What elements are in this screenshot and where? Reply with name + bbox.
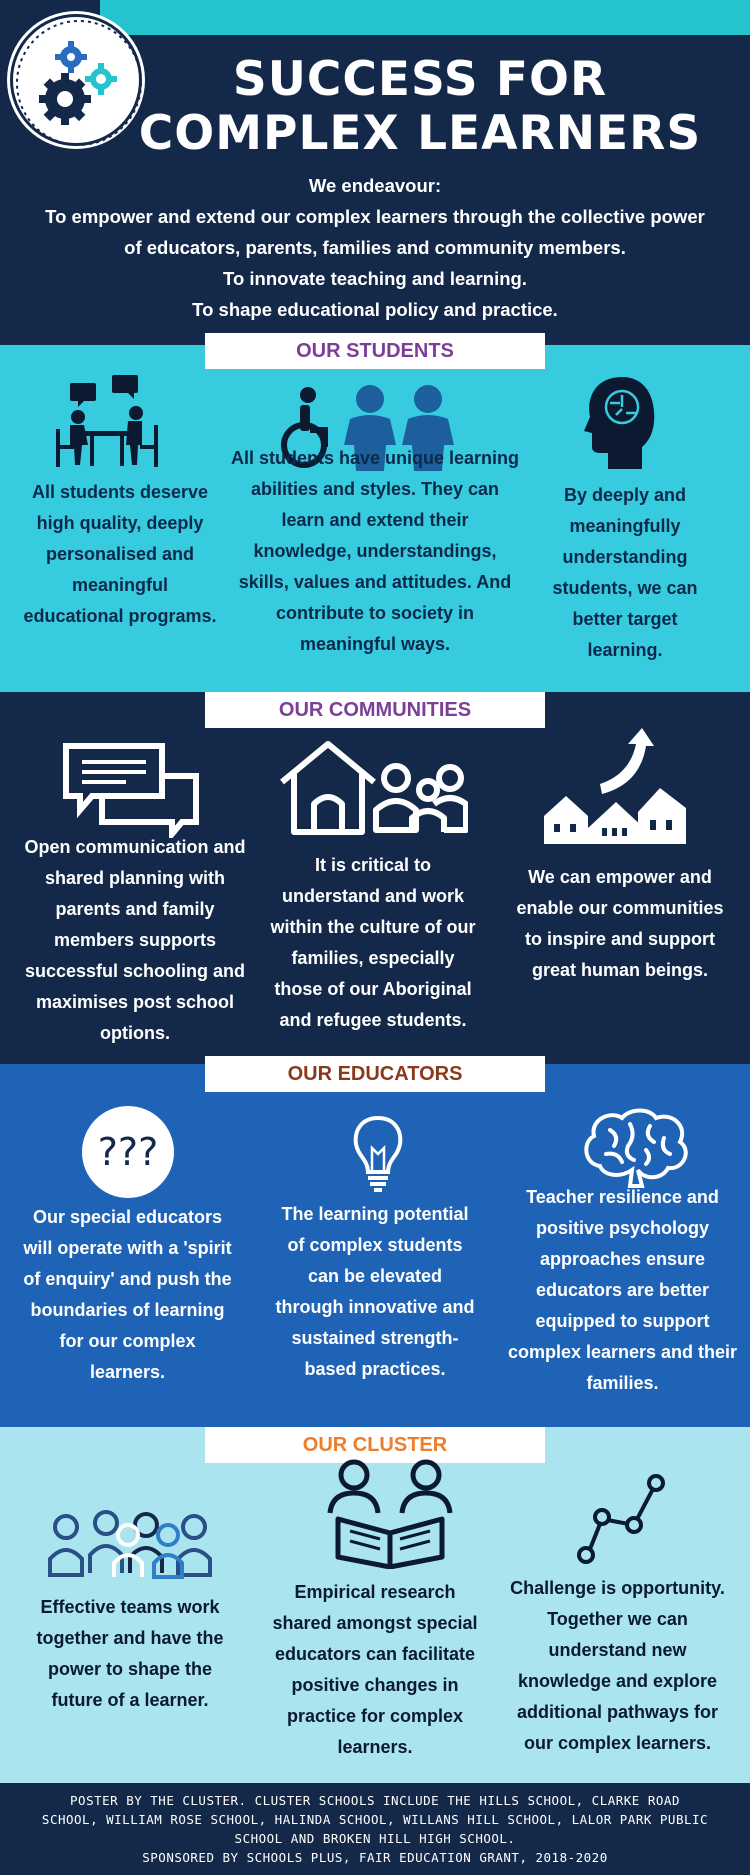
educators-col-2-text: The learning potential of complex students can be elevated through innovative and sustained strength-based practices.	[275, 1204, 475, 1379]
students-col-3-text: By deeply and meaningfully understanding students, we can better target learning.	[552, 485, 698, 660]
communities-section	[0, 692, 750, 1064]
research-book-icon	[322, 1457, 458, 1569]
students-col-1-text: All students deserve high quality, deeply personalised and meaningful educational programs.	[23, 482, 217, 626]
brain-head-icon	[582, 373, 662, 473]
students-col-2-text: All students have unique learning abilities and styles. They can learn and extend their knowledge, understandings, skills, values and attitudes. And contribute to society in meaningful ways.	[230, 448, 520, 654]
students-section	[0, 340, 750, 692]
page-title	[110, 53, 730, 161]
educators-heading: OUR EDUCATORS	[205, 1056, 545, 1092]
communities-heading: OUR COMMUNITIES	[205, 692, 545, 728]
gears-logo	[10, 14, 142, 146]
communities-col-2-text: It is critical to understand and work within the culture of our families, especially those of our Aboriginal and refugee students.	[270, 855, 476, 1030]
educators-col-1-text: Our special educators will operate with a 'spirit of enquiry' and push the boundaries of learning for our complex learners.	[23, 1207, 232, 1382]
intro-lead: We endeavour:	[308, 175, 442, 196]
question-marks-icon: ???	[82, 1106, 174, 1198]
intro-line-4: To shape educational policy and practice.	[192, 299, 558, 320]
intro-line-3: To innovate teaching and learning.	[223, 268, 527, 289]
footer-line-2: SCHOOL, WILLIAM ROSE SCHOOL, HALINDA SCHOOL, WILLANS HILL SCHOOL, LALOR PARK PUBLIC	[41, 1812, 709, 1827]
communities-col-3-text: We can empower and enable our communities to inspire and support great human beings.	[516, 867, 724, 980]
lightbulb-icon	[350, 1114, 406, 1194]
cluster-col-1-text: Effective teams work together and have the power to shape the future of a learner.	[36, 1597, 224, 1710]
meeting-table-icon	[48, 373, 168, 473]
footer-line-4: SPONSORED BY SCHOOLS PLUS, FAIR EDUCATION GRANT, 2018-2020	[142, 1850, 608, 1865]
intro-statement	[20, 170, 730, 325]
cluster-col-3-text: Challenge is opportunity. Together we can understand new knowledge and explore additional pathways for our complex learners.	[510, 1578, 725, 1753]
cluster-col-2-text: Empirical research shared amongst special educators can facilitate positive changes in practice for complex learners.	[272, 1582, 478, 1757]
speech-bubbles-icon	[62, 742, 202, 838]
educators-col-3-text: Teacher resilience and positive psychology approaches ensure educators are better equipped to support complex learners and their families.	[507, 1187, 738, 1393]
students-heading: OUR STUDENTS	[205, 333, 545, 369]
educators-section	[0, 1064, 750, 1427]
growing-town-icon	[540, 728, 690, 848]
gears-icon	[13, 17, 145, 149]
footer-line-3: SCHOOL AND BROKEN HILL HIGH SCHOOL.	[234, 1831, 516, 1846]
title-line-2: COMPLEX LEARNERS	[138, 106, 702, 161]
intro-line-1: To empower and extend our complex learners through the collective power	[45, 206, 705, 227]
communities-col-1-text: Open communication and shared planning with parents and family members supports successful schooling and maximises post school options.	[24, 837, 246, 1043]
intro-line-2: of educators, parents, families and community members.	[124, 237, 626, 258]
home-family-icon	[278, 738, 468, 838]
footer-line-1: POSTER BY THE CLUSTER. CLUSTER SCHOOLS INCLUDE THE HILLS SCHOOL, CLARKE ROAD	[70, 1793, 680, 1808]
cluster-heading: OUR CLUSTER	[205, 1427, 545, 1463]
cluster-section	[0, 1427, 750, 1783]
pathway-nodes-icon	[572, 1469, 668, 1565]
title-line-1: SUCCESS FOR	[232, 52, 608, 107]
team-group-icon	[46, 1507, 216, 1579]
footer-credits	[0, 1783, 750, 1875]
brain-icon	[580, 1106, 692, 1190]
top-accent-bar	[100, 0, 750, 35]
